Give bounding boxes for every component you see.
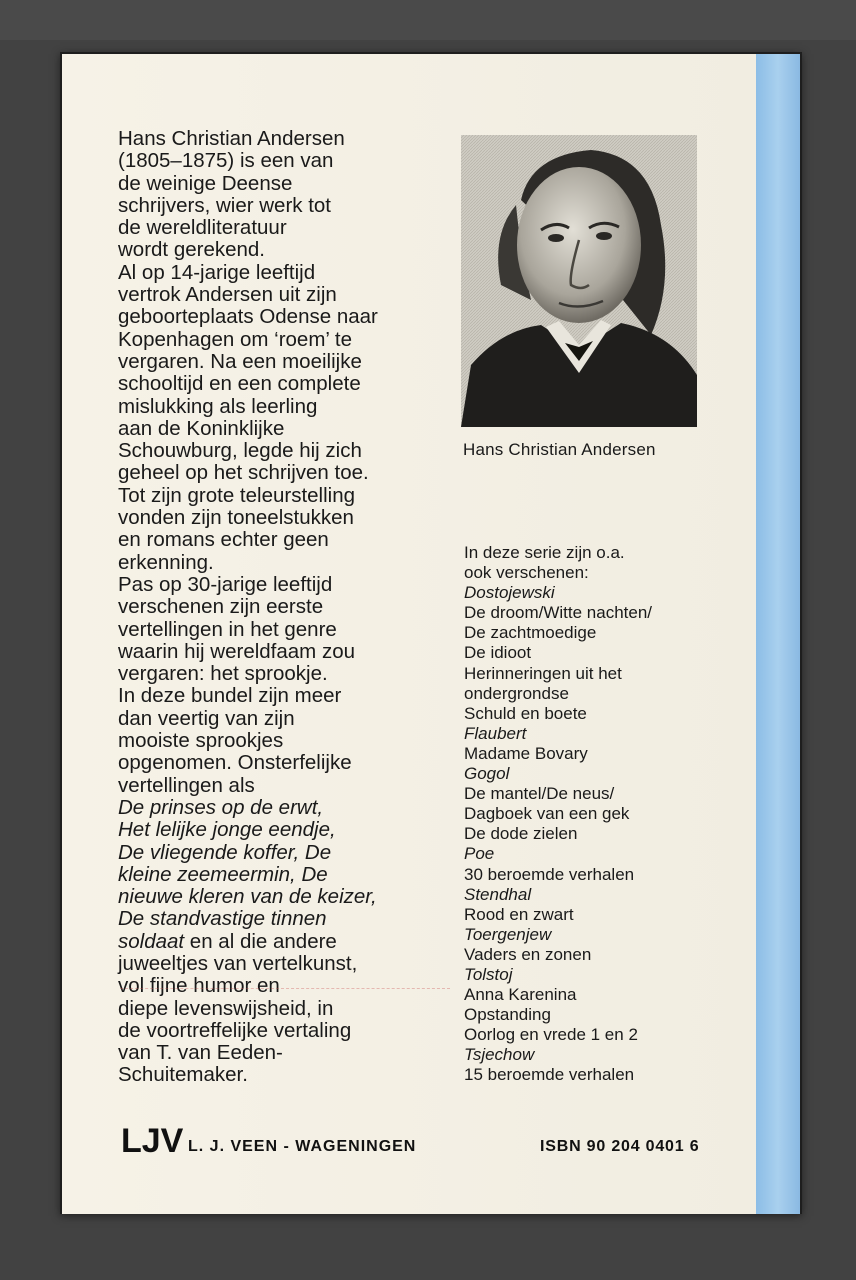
blurb-line: nieuwe kleren van de keizer, xyxy=(118,885,377,909)
series-title: 15 beroemde verhalen xyxy=(464,1065,635,1085)
blurb-line: waarin hij wereldfaam zou xyxy=(118,639,356,663)
backdrop xyxy=(0,0,856,40)
blurb-line: de weinige Deense xyxy=(118,171,293,195)
portrait-caption: Hans Christian Andersen xyxy=(463,440,656,459)
publisher-logo xyxy=(121,1120,184,1160)
blurb-line: juweeltjes van vertelkunst, xyxy=(118,951,358,975)
blurb-text xyxy=(118,128,458,1087)
series-title: De zachtmoedige xyxy=(464,623,597,643)
blurb-line: geboorteplaats Odense naar xyxy=(118,305,378,329)
blurb-line: kleine zeemeermin, De xyxy=(118,862,328,886)
blurb-line: Kopenhagen om ‘roem’ te xyxy=(118,327,352,351)
blurb-line: vertrok Andersen uit zijn xyxy=(118,283,337,307)
blurb-line: Schuitemaker. xyxy=(118,1063,248,1087)
blurb-line: schooltijd en een complete xyxy=(118,372,361,396)
series-title: Schuld en boete xyxy=(464,703,587,723)
blurb-line: Schouwburg, legde hij zich xyxy=(118,439,362,463)
blurb-line: de voortreffelijke vertaling xyxy=(118,1018,352,1042)
isbn-number: ISBN 90 204 0401 6 xyxy=(540,1138,700,1155)
series-title: Opstanding xyxy=(464,1005,551,1025)
blurb-line: geheel op het schrijven toe. xyxy=(118,461,369,485)
blurb-line: Tot zijn grote teleurstelling xyxy=(118,483,356,507)
blurb-line: schrijvers, wier werk tot xyxy=(118,193,332,217)
series-title: Anna Karenina xyxy=(464,985,577,1005)
blurb-line: vergaren: het sprookje. xyxy=(118,662,328,686)
book-spine-edge xyxy=(756,54,800,1214)
series-intro-line: ook verschenen: xyxy=(464,563,589,583)
blurb-line: dan veertig van zijn xyxy=(118,706,295,730)
blurb-line: Al op 14-jarige leeftijd xyxy=(118,260,316,284)
blurb-line: Hans Christian Andersen xyxy=(118,127,345,150)
series-title: Rood en zwart xyxy=(464,904,574,924)
blurb-line: vertellingen als xyxy=(118,773,255,797)
series-author: Stendhal xyxy=(464,884,532,904)
blurb-line: wordt gerekend. xyxy=(118,238,266,262)
series-title: ondergrondse xyxy=(464,683,569,703)
blurb-fairy-tale-titles xyxy=(118,797,458,931)
series-title: Herinneringen uit het xyxy=(464,663,622,683)
series-author: Tsjechow xyxy=(464,1045,535,1065)
blurb-line: vonden zijn toneelstukken xyxy=(118,506,354,530)
series-title: 30 beroemde verhalen xyxy=(464,864,635,884)
blurb-line: de wereldliteratuur xyxy=(118,216,287,240)
blurb-italic-title: soldaat xyxy=(118,929,185,953)
series-author: Tolstoj xyxy=(464,964,513,984)
blurb-line: aan de Koninklijke xyxy=(118,416,285,440)
series-title: De droom/Witte nachten/ xyxy=(464,603,653,623)
blurb-line: opgenomen. Onsterfelijke xyxy=(118,751,352,775)
series-title: Madame Bovary xyxy=(464,743,588,763)
blurb-line: vertellingen in het genre xyxy=(118,617,337,641)
blurb-line: Het lelijke jonge eendje, xyxy=(118,818,336,842)
series-title: De idioot xyxy=(464,643,532,663)
blurb-line-rest: en al die andere xyxy=(184,929,337,953)
series-title: Dagboek van een gek xyxy=(464,804,630,824)
blurb-closing xyxy=(118,953,458,1087)
blurb-line: van T. van Eeden- xyxy=(118,1041,283,1065)
series-intro-line: In deze serie zijn o.a. xyxy=(464,543,625,562)
blurb-description xyxy=(118,128,458,797)
publisher-logo-lettering: LJV xyxy=(121,1122,184,1160)
blurb-line: mooiste sprookjes xyxy=(118,729,284,753)
series-title: Vaders en zonen xyxy=(464,944,592,964)
blurb-line: De vliegende koffer, De xyxy=(118,840,332,864)
blurb-line: en romans echter geen xyxy=(118,528,329,552)
series-author: Flaubert xyxy=(464,723,527,743)
series-author: Gogol xyxy=(464,764,510,784)
portrait-engraving xyxy=(461,135,697,427)
series-author: Poe xyxy=(464,844,495,864)
series-author: Dostojewski xyxy=(464,583,555,603)
series-author: Toergenjew xyxy=(464,924,552,944)
blurb-line: vol fijne humor en xyxy=(118,974,280,998)
blurb-line: (1805–1875) is een van xyxy=(118,149,334,173)
blurb-line: De standvastige tinnen xyxy=(118,907,327,931)
series-list xyxy=(464,543,724,1086)
blurb-line: verschenen zijn eerste xyxy=(118,595,324,619)
blurb-line: Pas op 30-jarige leeftijd xyxy=(118,572,333,596)
stain-mark xyxy=(120,988,450,989)
blurb-mixed-line xyxy=(118,931,458,953)
blurb-line: vergaren. Na een moeilijke xyxy=(118,349,362,373)
series-title: De mantel/De neus/ xyxy=(464,784,615,804)
blurb-line: mislukking als leerling xyxy=(118,394,318,418)
blurb-line: In deze bundel zijn meer xyxy=(118,684,342,708)
blurb-line: erkenning. xyxy=(118,550,214,574)
series-title: De dode zielen xyxy=(464,824,578,844)
publisher-name: L. J. VEEN - WAGENINGEN xyxy=(188,1138,417,1155)
blurb-line: De prinses op de erwt, xyxy=(118,795,324,819)
blurb-line: diepe levenswijsheid, in xyxy=(118,996,334,1020)
author-portrait xyxy=(461,135,697,427)
series-title: Oorlog en vrede 1 en 2 xyxy=(464,1025,638,1045)
